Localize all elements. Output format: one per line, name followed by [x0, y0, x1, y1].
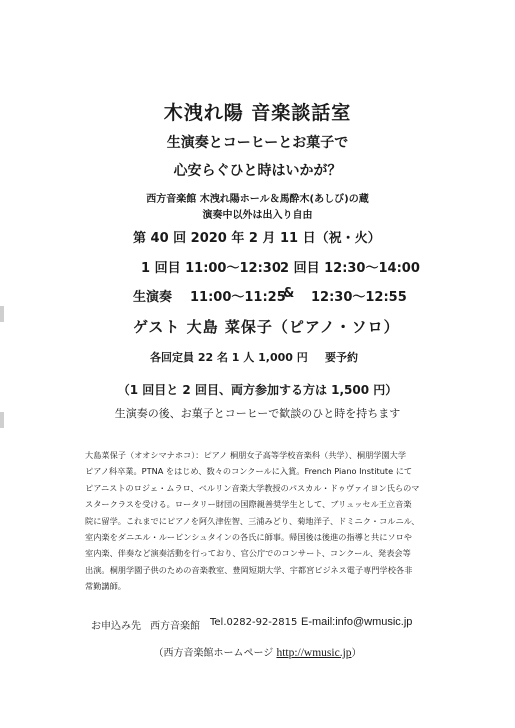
event-date: 第 40 回 2020 年 2 月 11 日（祝・火） [133, 231, 381, 246]
bio-line: 室内楽をダニエル・ルービンシュタインの各氏に師事。帰国後は後進の指導と共にソロや [85, 532, 412, 543]
live-time-1: 11:00～11:25 [190, 290, 286, 305]
scan-hole-mark [0, 306, 4, 322]
bio-line: 常勤講師。 [85, 581, 126, 592]
guest-line: ゲスト 大島 菜保子（ピアノ・ソロ） [133, 318, 400, 336]
bio-line: ピアノ科卒業。PTNA をはじめ、数々のコンクールに入賞。French Piano Institute にて [85, 466, 413, 477]
flyer-subtitle-2: 心安らぐひと時はいかが？ [173, 163, 342, 179]
bio-line: スタークラスを受ける。ロータリー財団の国際親善奨学生として、ブリュッセル王立音楽 [85, 499, 412, 510]
session-slot-1: 1 回目 11:00～12:30 [141, 261, 281, 276]
contact-venue: 西方音楽館 [150, 621, 200, 632]
live-time-2: 12:30～12:55 [311, 290, 407, 305]
capacity-price: 各回定員 22 名 1 人 1,000 円 [150, 351, 308, 364]
contact-email: E-mail:info@wmusic.jp [301, 616, 413, 628]
homepage-suffix: ） [351, 648, 362, 659]
homepage-line [0, 644, 515, 659]
flyer-title: 木洩れ陽 音楽談話室 [163, 102, 352, 124]
performer-bio [85, 447, 441, 595]
live-time-separator: & [283, 286, 295, 301]
both-sessions-price: （1 回目と 2 回目、両方参加する方は 1,500 円） [117, 383, 398, 397]
bio-line: 院に留学。これまでにピアノを阿久津佐智、三浦みどり、菊地洋子、ドミニク・コルニル、 [85, 515, 420, 526]
contact-label: お申込み先 [91, 621, 141, 632]
bio-line: 出演。桐朋学園子供のための音楽教室、豊岡短期大学、宇都宮ビジネス電子専門学校各非 [85, 564, 413, 575]
venue-line: 西方音楽館 木洩れ陽ホール＆馬酔木(あしび)の蔵 [146, 194, 369, 205]
session-slot-2: 2 回目 12:30～14:00 [280, 261, 420, 276]
bio-line: ピアニストのロジェ・ムラロ、ベルリン音楽大学教授のパスカル・ドゥヴァイヨン氏らのマ [85, 482, 420, 493]
entry-note: 演奏中以外は出入り自由 [202, 210, 313, 221]
bio-line: 室内楽、伴奏など演奏活動を行っており、官公庁でのコンサート、コンクール、発表会等 [85, 548, 411, 559]
after-performance-note: 生演奏の後、お菓子とコーヒーで歓談のひと時を持ちます [114, 407, 401, 420]
reservation-required: 要予約 [325, 351, 358, 364]
contact-phone: Tel.0282-92-2815 [210, 617, 298, 628]
live-label: 生演奏 [133, 290, 173, 305]
bio-line: 大島菜保子（オオシマナホコ）：ピアノ 桐朋女子高等学校音楽科（共学）、桐朋学園大学 [85, 450, 407, 460]
flyer-subtitle-1: 生演奏とコーヒーとお菓子で [166, 135, 349, 151]
homepage-prefix: （西方音楽館ホームページ [153, 648, 277, 659]
homepage-link[interactable]: http://wmusic.jp [276, 647, 352, 659]
